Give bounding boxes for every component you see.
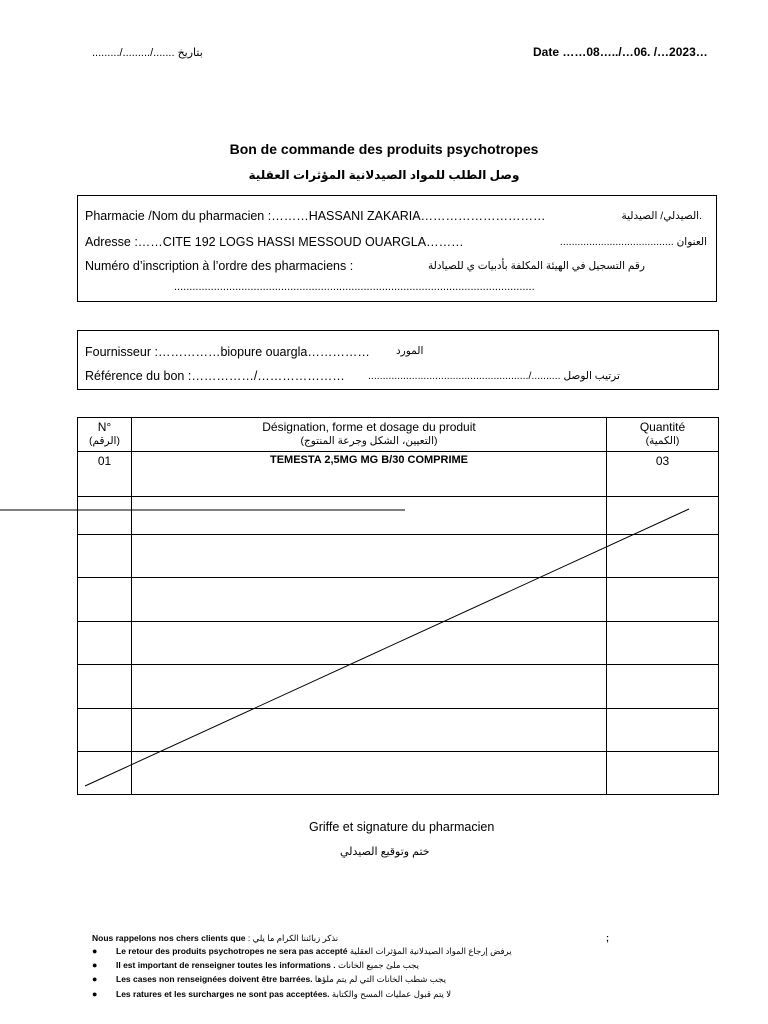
- signature-label: Griffe et signature du pharmacien: [309, 820, 495, 834]
- row-quantity-cell: [607, 665, 719, 709]
- note-item-ar: يجب شطب الخانات التي لم يتم ملؤها: [314, 974, 446, 984]
- registration-number-dots: ......................................................................................................................: [174, 281, 535, 293]
- row-designation-cell: [132, 578, 607, 622]
- row-designation-cell: TEMESTA 2,5MG MG B/30 COMPRIME: [132, 452, 607, 497]
- table-row: [78, 497, 719, 535]
- bullet-icon: ●: [92, 974, 98, 984]
- row-designation-cell: [132, 622, 607, 665]
- pharmacy-name-field: Pharmacie /Nom du pharmacien :………HASSANI ZAKARIA…………………………: [85, 209, 546, 223]
- row-number-cell: 01: [78, 452, 132, 497]
- list-item: [116, 946, 512, 957]
- row-quantity-cell: [607, 709, 719, 752]
- table-row: [78, 665, 719, 709]
- row-number-cell: [78, 622, 132, 665]
- row-number-cell: [78, 665, 132, 709]
- row-number-cell: [78, 709, 132, 752]
- row-number-cell: [78, 535, 132, 578]
- document-title: Bon de commande des produits psychotropes: [229, 141, 539, 157]
- column-header-designation-fr: Désignation, forme et dosage du produit: [262, 420, 476, 434]
- column-header-quantity-fr: Quantité: [639, 420, 686, 434]
- products-table: [77, 417, 719, 795]
- row-quantity-cell: [607, 578, 719, 622]
- note-item-fr: Le retour des produits psychotropes ne sera pas accepté: [116, 946, 348, 956]
- table-row: [78, 535, 719, 578]
- table-row: [78, 578, 719, 622]
- column-header-quantity-ar: (الكمية): [645, 435, 680, 447]
- table-row: [78, 452, 719, 497]
- document-subtitle-ar: وصل الطلب للمواد الصيدلانية المؤثرات العقلية: [248, 168, 520, 182]
- row-quantity-cell: [607, 497, 719, 535]
- notes-intro: [92, 933, 338, 944]
- table-row: [78, 709, 719, 752]
- row-quantity-cell: [607, 622, 719, 665]
- note-item-fr: Les ratures et les surcharges ne sont pas acceptées.: [116, 989, 330, 999]
- bullet-icon: ●: [92, 989, 98, 999]
- pharmacy-info-box: [77, 195, 717, 302]
- bullet-icon: ●: [92, 960, 98, 970]
- pharmacy-name-label-ar: الصيدلي/ الصيدلية.: [621, 210, 702, 222]
- column-header-designation: [132, 418, 607, 452]
- address-label-ar: العنوان .......................................: [559, 236, 707, 248]
- order-reference-field: Référence du bon :……………/…………………: [85, 369, 345, 383]
- row-designation-cell: [132, 665, 607, 709]
- notes-intro-ar: : نذكر زبائننا الكرام ما يلي: [247, 933, 339, 943]
- supplier-field: Fournisseur :……………biopure ouargla……………: [85, 345, 370, 359]
- registration-number-field: Numéro d’inscription à l’ordre des pharmaciens :: [85, 259, 354, 273]
- row-number-cell: [78, 752, 132, 795]
- date-label: Date ……08…../…06. /…2023…: [533, 45, 708, 59]
- column-header-designation-ar: (التعيين، الشكل وجرعة المنتوج): [300, 435, 438, 447]
- row-designation-cell: [132, 535, 607, 578]
- bullet-icon: ●: [92, 946, 98, 956]
- row-designation-cell: [132, 752, 607, 795]
- row-quantity-cell: [607, 535, 719, 578]
- address-field: Adresse :……CITE 192 LOGS HASSI MESSOUD OUARGLA………: [85, 235, 464, 249]
- supplier-info-box: [77, 330, 719, 390]
- row-designation-cell: [132, 497, 607, 535]
- column-header-number-ar: (الرقم): [89, 435, 120, 447]
- note-item-ar: يرفض إرجاع المواد الصيدلانية المؤثرات العقلية: [349, 946, 512, 956]
- note-item-ar: لا يتم قبول عمليات المسح والكتابة: [331, 989, 452, 999]
- list-item: [116, 960, 419, 971]
- row-quantity-cell: 03: [607, 452, 719, 497]
- row-quantity-cell: [607, 752, 719, 795]
- table-header-row: [78, 418, 719, 452]
- column-header-quantity: [607, 418, 719, 452]
- notes-intro-fr: Nous rappelons nos chers clients que: [92, 933, 246, 943]
- note-item-ar: يجب ملئ جميع الخانات: [338, 960, 419, 970]
- column-header-number-fr: N°: [97, 420, 112, 434]
- registration-number-label-ar: رقم التسجيل في الهيئة المكلفة بأدبيات ي للصيادلة: [428, 260, 645, 272]
- list-item: [116, 974, 446, 985]
- date-label-ar: بتاريخ ......./........./.........: [92, 47, 203, 59]
- note-item-fr: Il est important de renseigner toutes les informations .: [116, 960, 336, 970]
- note-item-fr: Les cases non renseignées doivent être barrées.: [116, 974, 313, 984]
- notes-semicolon: ;: [606, 933, 609, 943]
- row-designation-cell: [132, 709, 607, 752]
- order-reference-label-ar: ترتيب الوصل ........../.......................................................: [368, 370, 620, 382]
- table-row: [78, 622, 719, 665]
- supplier-label-ar: المورد: [396, 345, 424, 357]
- row-number-cell: [78, 578, 132, 622]
- row-number-cell: [78, 497, 132, 535]
- column-header-number: [78, 418, 132, 452]
- list-item: [116, 989, 451, 1000]
- signature-label-ar: ختم وتوقيع الصيدلي: [340, 846, 430, 858]
- table-row: [78, 752, 719, 795]
